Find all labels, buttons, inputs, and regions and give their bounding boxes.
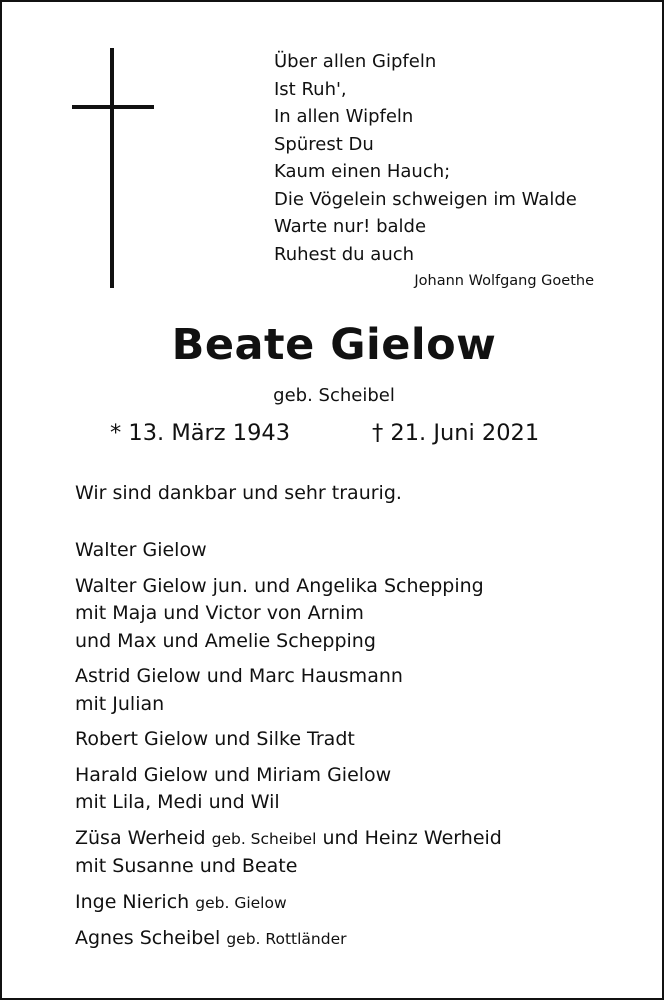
family-group <box>75 925 502 954</box>
family-member-name: Agnes Scheibel <box>75 927 221 949</box>
family-line <box>75 889 502 918</box>
family-member-name: Züsa Werheid <box>75 826 206 849</box>
poem-line: Ruhest du auch <box>274 243 415 265</box>
birth-date: * 13. März 1943 <box>110 420 291 446</box>
family-line: Walter Gielow jun. und Angelika Schepping <box>75 574 484 597</box>
family-member-partner: und Heinz Werheid <box>322 826 502 849</box>
poem-line: Die Vögelein schweigen im Walde <box>274 188 577 210</box>
cross-vertical-bar <box>110 48 114 288</box>
cross-icon <box>72 48 154 290</box>
poem <box>274 48 577 268</box>
family-list <box>75 537 502 962</box>
death-date: † 21. Juni 2021 <box>372 420 540 446</box>
family-line: mit Lila, Medi und Wil <box>75 791 280 813</box>
family-member-birth-name: geb. Rottländer <box>226 930 347 948</box>
poem-line: Ist Ruh', <box>274 78 347 100</box>
family-group <box>75 537 502 565</box>
family-group <box>75 889 502 918</box>
poem-author: Johann Wolfgang Goethe <box>414 273 594 289</box>
family-line: Astrid Gielow und Marc Hausmann <box>75 665 403 687</box>
family-line: mit Maja und Victor von Arnim <box>75 602 364 624</box>
poem-line: In allen Wipfeln <box>274 106 414 127</box>
cross-horizontal-bar <box>72 105 154 109</box>
family-line: mit Julian <box>75 692 165 715</box>
poem-line: Warte nur! balde <box>274 216 427 237</box>
intro-text: Wir sind dankbar und sehr traurig. <box>75 482 402 504</box>
poem-line: Kaum einen Hauch; <box>274 161 451 182</box>
poem-line: Spürest Du <box>274 133 374 155</box>
family-line <box>75 825 502 854</box>
family-member-birth-name: geb. Gielow <box>195 893 287 912</box>
family-group <box>75 573 502 656</box>
family-group <box>75 726 502 754</box>
family-line: und Max und Amelie Schepping <box>75 629 376 652</box>
family-line: Walter Gielow <box>75 539 207 561</box>
family-member-name: Inge Nierich <box>75 890 190 913</box>
poem-line: Über allen Gipfeln <box>274 51 437 72</box>
family-line: Harald Gielow und Miriam Gielow <box>75 763 392 786</box>
family-member-birth-name: geb. Scheibel <box>211 829 317 848</box>
family-group <box>75 825 502 881</box>
family-line: mit Susanne und Beate <box>75 855 298 877</box>
family-line: Robert Gielow und Silke Tradt <box>75 728 355 750</box>
family-group <box>75 663 502 718</box>
deceased-birth-name: geb. Scheibel <box>273 385 395 406</box>
deceased-name: Beate Gielow <box>171 320 497 370</box>
family-line <box>75 925 502 954</box>
family-group <box>75 762 502 817</box>
